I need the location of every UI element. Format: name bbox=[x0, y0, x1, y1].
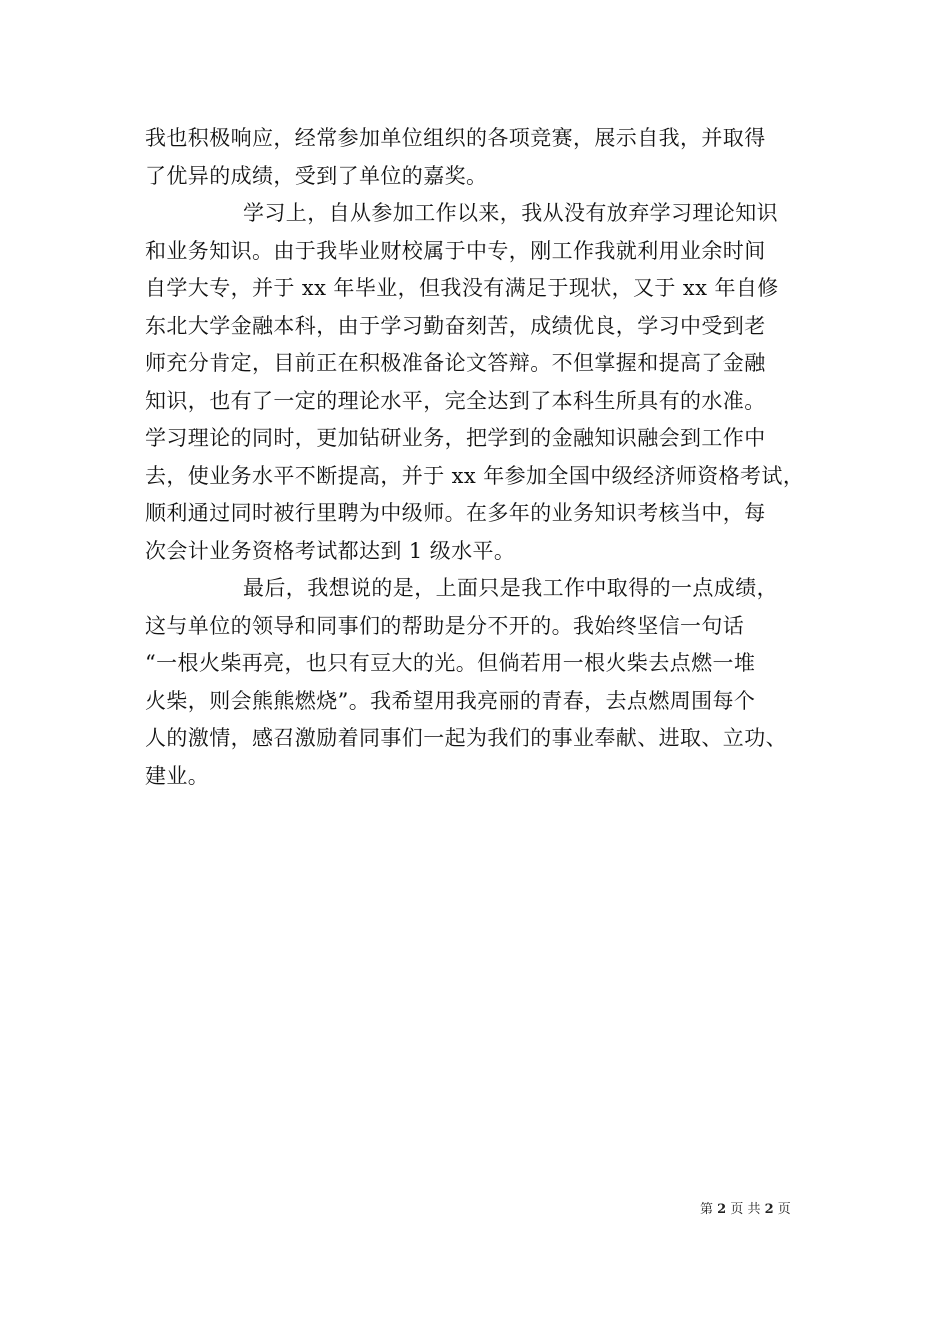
text-line: 师充分肯定，目前正在积极准备论文答辩。不但掌握和提高了金融 bbox=[145, 351, 766, 375]
body-text bbox=[145, 120, 845, 795]
paragraph-3 bbox=[145, 570, 845, 795]
text-line: 和业务知识。由于我毕业财校属于中专，刚工作我就利用业余时间 bbox=[145, 238, 766, 263]
text-line: 学习上，自从参加工作以来，我从没有放弃学习理论知识 bbox=[243, 201, 778, 225]
text-line: 最后，我想说的是，上面只是我工作中取得的一点成绩， bbox=[243, 576, 778, 600]
text-line: “一根火柴再亮，也只有豆大的光。但倘若用一根火柴去点燃一堆 bbox=[145, 651, 756, 675]
text-line: 我也积极响应，经常参加单位组织的各项竞赛，展示自我，并取得 bbox=[145, 126, 766, 150]
footer-prefix: 第 bbox=[700, 1202, 718, 1217]
text-line: 人的激情，感召激励着同事们一起为我们的事业奉献、进取、立功、 bbox=[145, 726, 787, 750]
paragraph-2 bbox=[145, 195, 845, 570]
text-line: 知识，也有了一定的理论水平，完全达到了本科生所具有的水准。 bbox=[145, 388, 766, 413]
footer-suffix: 页 bbox=[773, 1202, 791, 1217]
text-line: 了优异的成绩，受到了单位的嘉奖。 bbox=[145, 163, 488, 188]
text-line: 火柴，则会熊熊燃烧”。我希望用我亮丽的青春，去点燃周围每个 bbox=[145, 688, 756, 713]
text-line: 自学大专，并于 xx 年毕业，但我没有满足于现状，又于 xx 年自修 bbox=[145, 276, 779, 300]
text-line: 学习理论的同时，更加钻研业务，把学到的金融知识融会到工作中 bbox=[145, 426, 766, 450]
text-line: 顺利通过同时被行里聘为中级师。在多年的业务知识考核当中，每 bbox=[145, 501, 766, 525]
text-line: 次会计业务资格考试都达到 1 级水平。 bbox=[145, 538, 516, 563]
text-line: 去，使业务水平不断提高，并于 xx 年参加全国中级经济师资格考试， bbox=[145, 463, 805, 488]
text-line: 建业。 bbox=[145, 763, 210, 788]
footer-middle: 页 共 bbox=[726, 1202, 765, 1217]
text-line: 东北大学金融本科，由于学习勤奋刻苦，成绩优良，学习中受到老 bbox=[145, 313, 766, 338]
total-page-number: 2 bbox=[764, 1202, 774, 1217]
paragraph-1 bbox=[145, 120, 845, 195]
text-line: 这与单位的领导和同事们的帮助是分不开的。我始终坚信一句话 bbox=[145, 613, 745, 638]
current-page-number: 2 bbox=[717, 1202, 727, 1217]
page-number-footer bbox=[700, 1200, 840, 1220]
